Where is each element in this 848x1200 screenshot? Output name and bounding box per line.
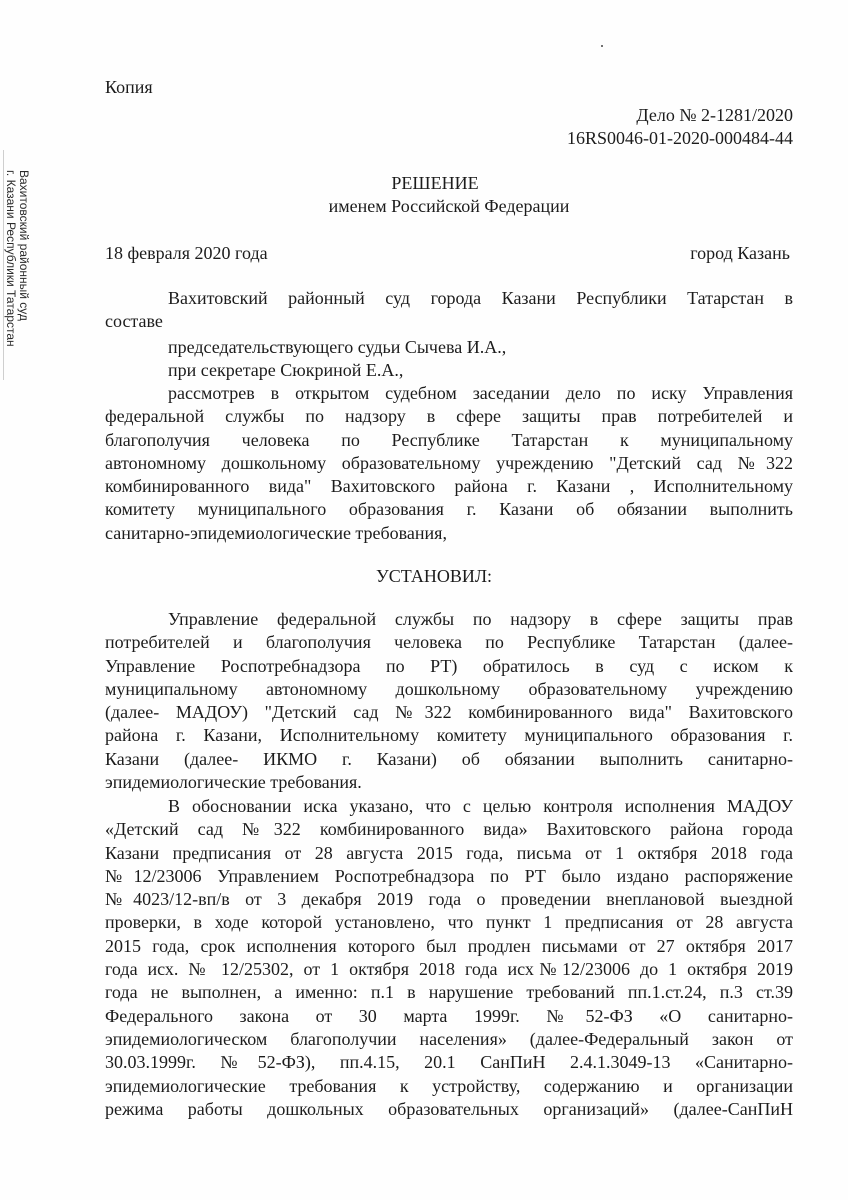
copy-mark: Копия	[105, 77, 153, 97]
paragraph-line: (далее- МАДОУ) "Детский сад №322 комбинированного вида" Вахитовского	[105, 702, 793, 723]
considered-line: федеральной службы по надзору в сфере защиты прав потребителей и	[105, 406, 793, 427]
paragraph-line: Управление федеральной службы по надзору в сфере защиты прав	[168, 609, 793, 629]
considered-line: благополучия человека по Республике Татарстан к муниципальному	[105, 429, 793, 450]
considered-line: комбинированного вида" Вахитовского района г. Казани , Исполнительному	[105, 476, 793, 497]
paragraph-line: №4023/12-вп/в от 3 декабря 2019 года о проведении внеплановой выездной	[105, 889, 793, 910]
established-heading: УСТАНОВИЛ:	[375, 566, 493, 586]
paragraph-line: В обосновании иска указано, что с целью контроля исполнения МАДОУ	[168, 796, 793, 816]
decision-city: город Казань	[690, 243, 790, 263]
decision-title	[0, 172, 848, 218]
paragraph-line: эпидемиологические требования к устройству, содержанию и организации	[105, 1075, 793, 1096]
paragraph-line: района г. Казани, Исполнительному комитету муниципального образования г.	[105, 725, 793, 746]
considered-line: санитарно-эпидемиологические требования,	[105, 522, 447, 543]
considered-line: автономному дошкольному образовательному учреждению "Детский сад №322	[105, 452, 793, 473]
paragraph-line: 2015 года, срок исполнения которого был продлен письмами от 27 октября 2017	[105, 935, 793, 956]
paragraph-line: года исх. № 12/25302, от 1 октября 2018 года исх№12/23006 до 1 октября 2019	[105, 959, 793, 980]
paragraph-line: года не выполнен, а именно: п.1 в нарушение требований пп.1.ст.24, п.3 ст.39	[105, 982, 793, 1003]
case-number: Дело № 2-1281/2020	[636, 105, 793, 125]
paragraph-line: Казани предписания от 28 августа 2015 года, письма от 1 октября 2018 года	[105, 842, 793, 863]
case-info	[567, 104, 793, 150]
paragraph-line: Федерального закона от 30 марта 1999г. №52-ФЗ «О санитарно-	[105, 1005, 793, 1026]
paragraph-line: эпидемиологическом благополучии населения» (далее-Федеральный закон от	[105, 1028, 793, 1049]
paragraph-line: «Детский сад №322 комбинированного вида» Вахитовского района города	[105, 819, 793, 840]
court-secretary: при секретаре Сюкриной Е.А.,	[168, 360, 404, 380]
paragraph-1	[105, 608, 793, 794]
paragraph-line: Управление Роспотребнадзора по РТ) обратилось в суд с иском к	[105, 655, 793, 676]
court-line-1: Вахитовский районный суд города Казани Республики Татарстан в	[168, 288, 793, 308]
decision-heading: РЕШЕНИЕ	[391, 173, 479, 193]
paragraph-line: потребителей и благополучия человека по Республике Татарстан (далее-	[105, 632, 793, 653]
paragraph-line: №12/23006 Управлением Роспотребнадзора по РТ было издано распоряжение	[105, 865, 793, 886]
paragraph-2	[105, 795, 793, 1121]
stamp-line-2: г. Казани Республики Татарстан	[4, 170, 18, 347]
paragraph-line: проверки, в ходе которой установлено, что пункт 1 предписания от 28 августа	[105, 912, 793, 933]
presiding-judge: председательствующего судьи Сычева И.А.,	[168, 337, 507, 357]
scan-speck	[601, 45, 603, 47]
decision-subheading: именем Российской Федерации	[328, 196, 570, 216]
paragraph-line: 30.03.1999г. №52-ФЗ), пп.4.15, 20.1 СанПиН 2.4.1.3049-13 «Санитарно-	[105, 1052, 793, 1073]
case-id: 16RS0046-01-2020-000484-44	[567, 128, 793, 148]
considered-line: рассмотрев в открытом судебном заседании дело по иску Управления	[168, 383, 793, 403]
paragraph-line: муниципальному автономному дошкольному образовательному учреждению	[105, 678, 793, 699]
decision-date: 18 февраля 2020 года	[105, 243, 268, 263]
paragraph-line: эпидемиологические требования.	[105, 772, 362, 793]
paragraph-line: Казани (далее- ИКМО г. Казани) об обязании выполнить санитарно-	[105, 748, 793, 769]
stamp-line-1: Вахитовский районный суд	[17, 170, 31, 321]
paragraph-line: режима работы дошкольных образовательных организаций» (далее-СанПиН	[105, 1098, 793, 1119]
considered-block	[105, 382, 793, 545]
considered-line: комитету муниципального образования г. Казани об обязании выполнить	[105, 499, 793, 520]
court-line-2: составе	[105, 311, 163, 331]
